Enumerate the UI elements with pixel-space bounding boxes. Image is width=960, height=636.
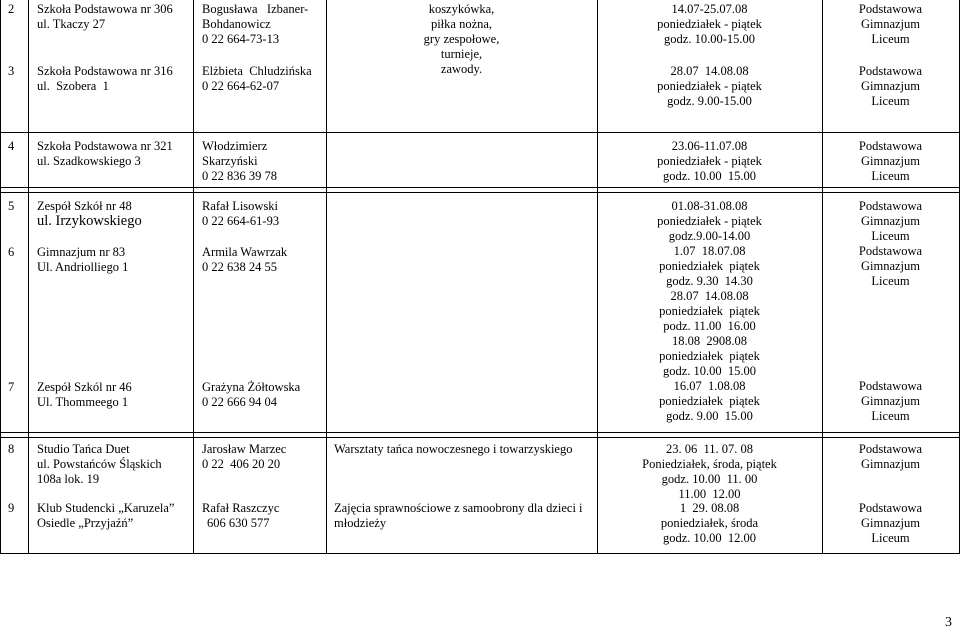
contact-name: Armila Wawrzak [202, 245, 288, 259]
row-number: 9 [8, 501, 15, 515]
activity: gry zespołowe, [423, 32, 500, 46]
level: Podstawowa [858, 244, 923, 258]
contact-phone: 0 22 406 20 20 [202, 457, 281, 471]
dates: 1 29. 08.08 [679, 501, 740, 515]
weekdays: poniedziałek piątek [659, 394, 760, 408]
level: Gimnazjum [860, 154, 920, 168]
col-divider [0, 0, 1, 554]
level: Gimnazjum [860, 394, 920, 408]
activity: zawody. [440, 62, 483, 76]
contact-phone: 0 22 666 94 04 [202, 395, 277, 409]
hours: godz.9.00-14.00 [668, 229, 751, 243]
contact-name: Jarosław Marzec [202, 442, 287, 456]
level: Liceum [871, 274, 910, 288]
level: Liceum [871, 169, 910, 183]
level: Podstawowa [858, 442, 923, 456]
contact-name: Rafał Lisowski [202, 199, 279, 213]
contact-phone: 0 22 836 39 78 [202, 169, 277, 183]
contact-name: Włodzimierz [202, 139, 268, 153]
dates: 14.07-25.07.08 [671, 2, 748, 16]
level: Gimnazjum [860, 17, 920, 31]
col-divider [326, 0, 327, 554]
level: Podstawowa [858, 139, 923, 153]
level: Podstawowa [858, 199, 923, 213]
weekdays: Poniedziałek, środa, piątek [642, 457, 777, 471]
level: Liceum [871, 531, 910, 545]
level: Gimnazjum [860, 457, 920, 471]
row-number: 2 [8, 2, 15, 16]
level: Podstawowa [858, 379, 923, 393]
activity: Zajęcia sprawnościowe z samoobrony dla dzieci i [334, 501, 583, 515]
school-address: Ul. Andriolliego 1 [37, 260, 129, 274]
hours: godz. 9.00 15.00 [666, 409, 753, 423]
contact-name: Skarzyński [202, 154, 258, 168]
contact-phone: 606 630 577 [207, 516, 270, 530]
row-number: 7 [8, 380, 15, 394]
hours: 11.00 12.00 [678, 487, 741, 501]
row-number: 6 [8, 245, 15, 259]
level: Gimnazjum [860, 259, 920, 273]
contact-name: Grażyna Żółtowska [202, 380, 301, 394]
dates: 28.07 14.08.08 [670, 289, 749, 303]
contact-phone: 0 22 638 24 55 [202, 260, 277, 274]
page-number: 3 [945, 615, 952, 630]
school-name: Zespół Szkól nr 46 [37, 380, 132, 394]
dates: 01.08-31.08.08 [671, 199, 748, 213]
contact-name: Rafał Raszczyc [202, 501, 280, 515]
school-address: ul. Szobera 1 [37, 79, 109, 93]
level: Liceum [871, 94, 910, 108]
school-name: Szkoła Podstawowa nr 321 [37, 139, 173, 153]
activity: młodzieży [334, 516, 387, 530]
school-address: Ul. Thommeego 1 [37, 395, 129, 409]
weekdays: poniedziałek - piątek [657, 17, 762, 31]
row-divider [0, 187, 960, 188]
hours: godz. 9.00-15.00 [667, 94, 752, 108]
col-divider [28, 0, 29, 554]
level: Liceum [871, 32, 910, 46]
contact-name: Bohdanowicz [202, 17, 271, 31]
weekdays: poniedziałek - piątek [657, 79, 762, 93]
activity: piłka nożna, [430, 17, 493, 31]
contact-phone: 0 22 664-73-13 [202, 32, 280, 46]
contact-name: Bogusława Izbaner- [202, 2, 309, 16]
row-divider [0, 192, 960, 193]
row-number: 8 [8, 442, 15, 456]
dates: 28.07 14.08.08 [670, 64, 749, 78]
row-divider [0, 437, 960, 438]
school-address: Osiedle „Przyjaźń” [37, 516, 134, 530]
contact-phone: 0 22 664-61-93 [202, 214, 280, 228]
weekdays: poniedziałek piątek [659, 349, 760, 363]
weekdays: poniedziałek - piątek [657, 214, 762, 228]
contact-name: Elżbieta Chludzińska [202, 64, 312, 78]
school-name: Klub Studencki „Karuzela” [37, 501, 175, 515]
col-divider [193, 0, 194, 554]
activity: Warsztaty tańca nowoczesnego i towarzyskiego [334, 442, 573, 456]
hours: podz. 11.00 16.00 [663, 319, 756, 333]
dates: 23. 06 11. 07. 08 [665, 442, 754, 456]
row-number: 4 [8, 139, 15, 153]
weekdays: poniedziałek, środa [660, 516, 759, 530]
row-number: 3 [8, 64, 15, 78]
hours: godz. 10.00 12.00 [662, 531, 757, 545]
dates: 1.07 18.07.08 [673, 244, 746, 258]
level: Gimnazjum [860, 516, 920, 530]
school-name: Gimnazjum nr 83 [37, 245, 126, 259]
hours: godz. 10.00 15.00 [662, 364, 757, 378]
hours: godz. 10.00-15.00 [664, 32, 755, 46]
activity: turnieje, [440, 47, 483, 61]
contact-phone: 0 22 664-62-07 [202, 79, 280, 93]
weekdays: poniedziałek piątek [659, 259, 760, 273]
hours: godz. 9.30 14.30 [666, 274, 753, 288]
level: Liceum [871, 409, 910, 423]
level: Liceum [871, 229, 910, 243]
school-address: ul. Irzykowskiego [37, 213, 142, 229]
school-name: Szkoła Podstawowa nr 316 [37, 64, 173, 78]
school-name: Studio Tańca Duet [37, 442, 130, 456]
school-address: 108a lok. 19 [37, 472, 100, 486]
school-name: Zespół Szkół nr 48 [37, 199, 132, 213]
level: Gimnazjum [860, 214, 920, 228]
weekdays: poniedziałek - piątek [657, 154, 762, 168]
hours: godz. 10.00 11. 00 [661, 472, 758, 486]
row-number: 5 [8, 199, 15, 213]
weekdays: poniedziałek piątek [659, 304, 760, 318]
level: Podstawowa [858, 64, 923, 78]
activity: koszykówka, [428, 2, 495, 16]
row-divider [0, 432, 960, 433]
row-divider [0, 132, 960, 133]
dates: 18.08 2908.08 [672, 334, 747, 348]
level: Podstawowa [858, 2, 923, 16]
level: Podstawowa [858, 501, 923, 515]
school-address: ul. Powstańców Śląskich [37, 457, 162, 471]
level: Gimnazjum [860, 79, 920, 93]
school-address: ul. Tkaczy 27 [37, 17, 106, 31]
hours: godz. 10.00 15.00 [662, 169, 757, 183]
school-address: ul. Szadkowskiego 3 [37, 154, 141, 168]
dates: 23.06-11.07.08 [671, 139, 748, 153]
school-name: Szkoła Podstawowa nr 306 [37, 2, 173, 16]
dates: 16.07 1.08.08 [673, 379, 746, 393]
table-bottom [0, 553, 960, 554]
